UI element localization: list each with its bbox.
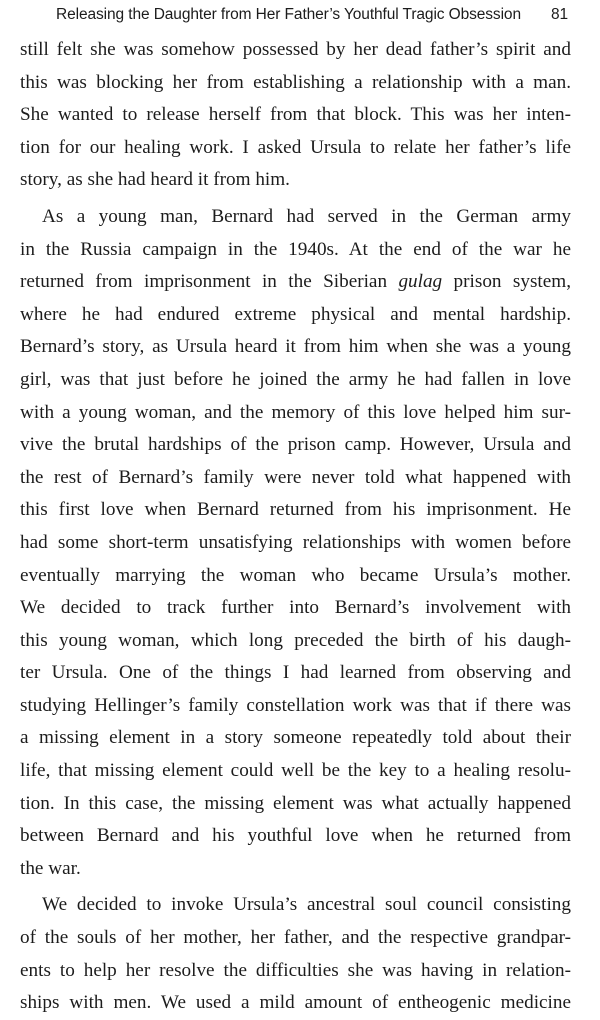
text-line: tion. In this case, the missing element was what actually happened [20,792,571,814]
text-run: prison system, [442,271,571,293]
text-line: this first love when Bernard returned from his imprisonment. He [20,499,571,521]
text-run: returned from imprisonment in the Siberian [20,271,399,293]
text-line: tion for our healing work. I asked Ursula to relate her father’s life [20,136,571,158]
text-line: ents to help her resolve the difficulties she was having in relation- [20,959,571,981]
text-line: girl, was that just before he joined the army he had fallen in love [20,368,571,390]
text-line: We decided to track further into Bernard’s involvement with [20,597,571,619]
page-number: 81 [550,6,568,23]
text-line: She wanted to release herself from that block. This was her inten- [20,104,571,126]
text-line: this young woman, which long preceded the birth of his daugh- [20,629,571,651]
text-line: between Bernard and his youthful love when he returned from [20,825,571,847]
text-line: We decided to invoke Ursula’s ancestral soul council consisting [42,894,571,916]
paragraph-3 [20,889,571,1019]
text-line: of the souls of her mother, her father, and the respective grandpar- [20,927,571,949]
text-line: where he had endured extreme physical and mental hardship. [20,303,571,325]
text-line: eventually marrying the woman who became Ursula’s mother. [20,564,571,586]
text-line: still felt she was somehow possessed by her dead father’s spirit and [20,39,571,60]
body-text [20,34,571,1020]
text-line: ter Ursula. One of the things I had learned from observing and [20,662,571,684]
text-line: studying Hellinger’s family constellation work was that if there was [20,694,571,716]
running-head [56,6,568,30]
chapter-title: Releasing the Daughter from Her Father’s Youthful Tragic Obsession [56,6,521,23]
text-line [20,266,571,299]
text-line: As a young man, Bernard had served in the German army [42,205,571,227]
paragraph-2 [20,201,571,885]
text-line: this was blocking her from establishing a relationship with a man. [20,71,571,93]
italic-term-gulag: gulag [398,271,443,293]
text-line: in the Russia campaign in the 1940s. At the end of the war he [20,238,571,260]
text-line: ships with men. We used a mild amount of entheogenic medicine [20,992,571,1014]
text-line: a missing element in a story someone repeatedly told about their [20,727,571,749]
text-line: story, as she had heard it from him. [20,169,290,191]
text-line: the war. [20,857,81,879]
text-line: the rest of Bernard’s family were never told what happened with [20,466,571,488]
text-line: Bernard’s story, as Ursula heard it from him when she was a young [20,336,571,358]
text-line: with a young woman, and the memory of this love helped him sur- [20,401,571,423]
text-line: vive the brutal hardships of the prison camp. However, Ursula and [20,434,571,456]
text-line: had some short-term unsatisfying relationships with women before [20,531,571,553]
paragraph-1 [20,34,571,197]
text-line: life, that missing element could well be the key to a healing resolu- [20,760,571,782]
